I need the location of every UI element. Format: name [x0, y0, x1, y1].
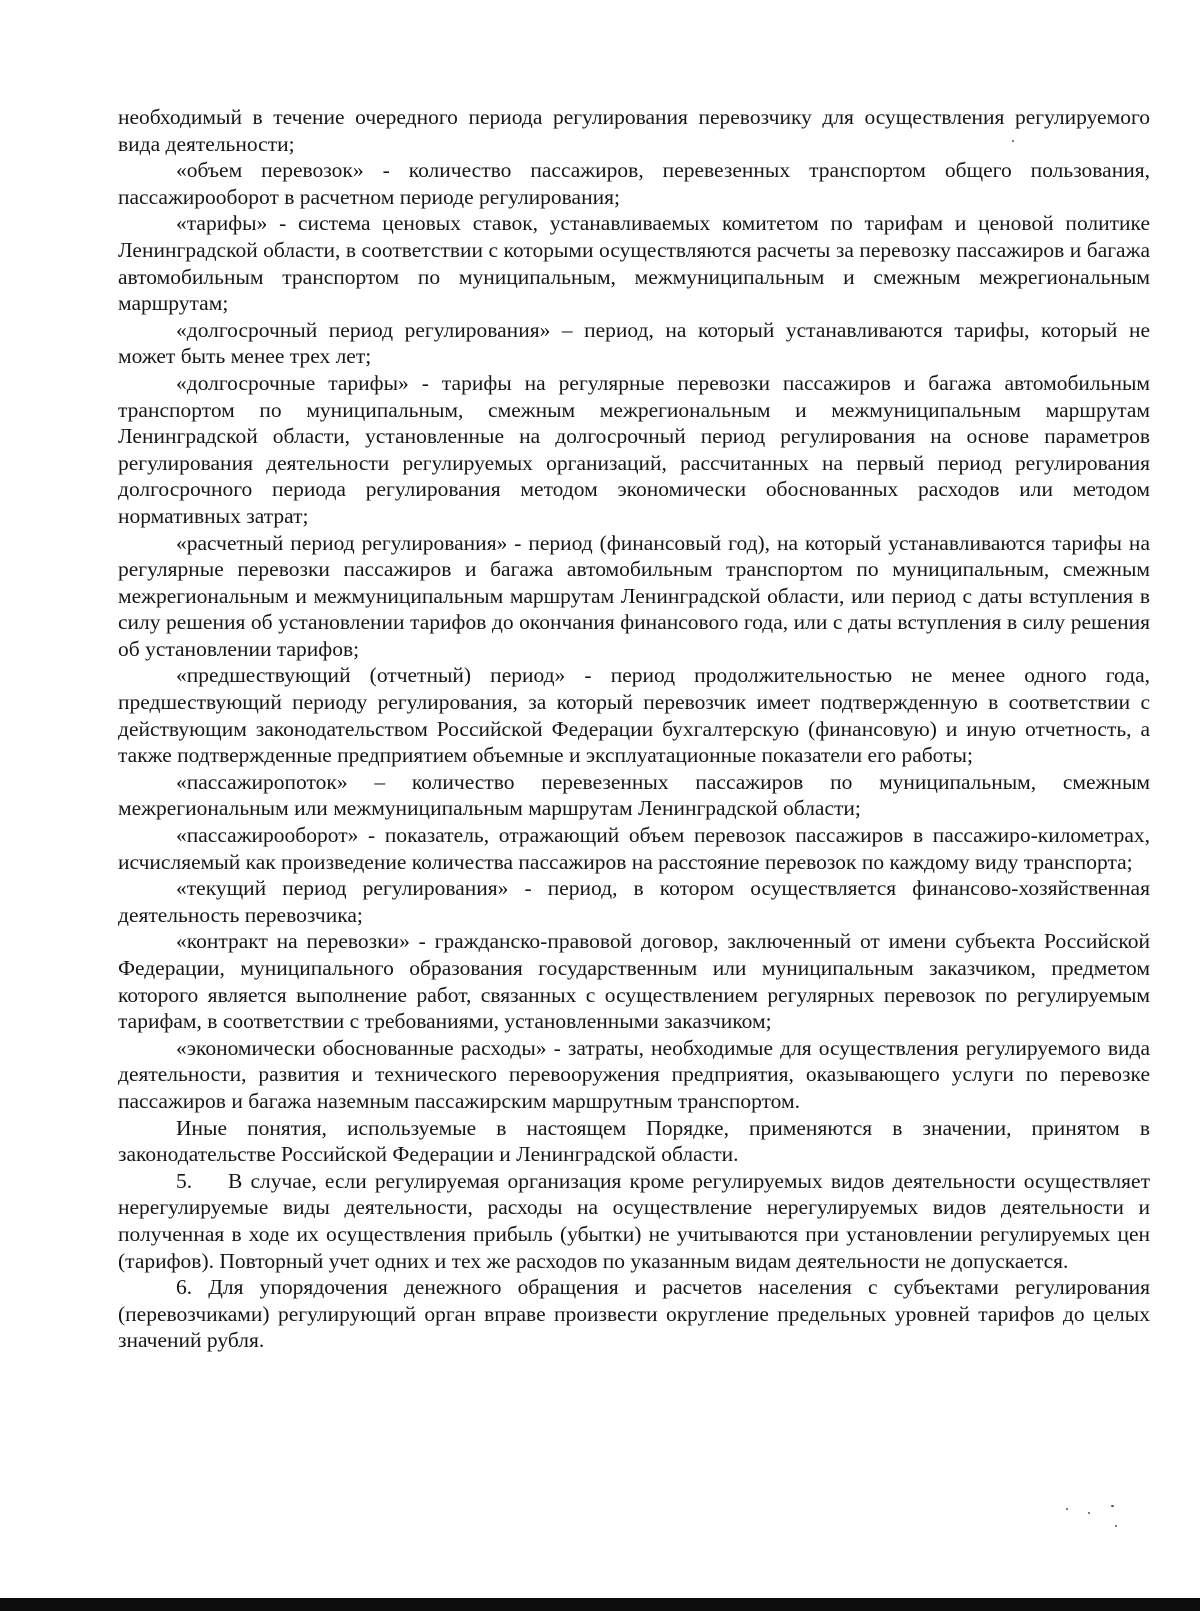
paragraph-other-terms: Иные понятия, используемые в настоящем Порядке, применяются в значении, принятом в законодательстве Российской Федерации и Ленинградской области.	[118, 1115, 1150, 1167]
item-6-text: Для упорядочения денежного обращения и расчетов населения с субъектами регулирования (перевозчиками) регулирующий орган вправе произвести округление предельных уровней тарифов до целых значений рубля.	[118, 1275, 1151, 1353]
item-5-number: 5.	[176, 1168, 193, 1193]
item-5-text: В случае, если регулируемая организация кроме регулируемых видов деятельности осуществляет нерегулируемые виды деятельности, расходы на осуществление нерегулируемых видов деятельности и полученная в ходе их осуществления прибыль (убытки) не учитываются при установлении регулируемых цен (тарифов). Повторный учет одних и тех же расходов по указанным видам деятельности не допускается.	[118, 1168, 1150, 1273]
scan-speck	[1111, 1505, 1114, 1507]
definition-tariffs: «тарифы» - система ценовых ставок, устанавливаемых комитетом по тарифам и ценовой политике Ленинградской области, в соответствии с которыми осуществляются расчеты за перевозку пассажиров и багажа автомобильным транспортом по муниципальным, межмуниципальным и смежным межрегиональным маршрутам;	[118, 211, 1150, 316]
scan-speck	[1066, 1508, 1068, 1510]
scan-speck	[1115, 1525, 1117, 1527]
scan-bottom-edge	[0, 1598, 1200, 1611]
definition-previous-period: «предшествующий (отчетный) период» - период продолжительностью не менее одного года, предшествующий периоду регулирования, за который перевозчик имеет подтвержденную в соответствии с действующим законодательством Российской Федерации бухгалтерскую (финансовую) и иную отчетность, а также подтвержденные предприятием объемные и эксплуатационные показатели его работы;	[118, 663, 1150, 768]
definition-transport-contract: «контракт на перевозки» - гражданско-правовой договор, заключенный от имени субъекта Российской Федерации, муниципального образования государственным или муниципальным заказчиком, предметом которого является выполнение работ, связанных с осуществлением регулярных перевозок по регулируемым тарифам, в соответствии с требованиями, установленными заказчиком;	[118, 929, 1150, 1034]
definition-passenger-flow: «пассажиропоток» – количество перевезенных пассажиров по муниципальным, смежным межрегиональным или межмуниципальным маршрутам Ленинградской области;	[118, 769, 1150, 821]
scan-speck	[1012, 140, 1014, 142]
definition-settlement-period: «расчетный период регулирования» - период (финансовый год), на который устанавливаются тарифы на регулярные перевозки пассажиров и багажа автомобильным транспортом по муниципальным, смежным межрегиональным и межмуниципальным маршрутам Ленинградской области, или период с даты вступления в силу решения об установлении тарифов до окончания финансового года, или с даты вступления в силу решения об установлении тарифов;	[118, 530, 1150, 661]
paragraph-continuation: необходимый в течение очередного периода регулирования перевозчику для осуществления регулируемого вида деятельности;	[118, 105, 1150, 156]
definition-current-period: «текущий период регулирования» - период, в котором осуществляется финансово-хозяйственная деятельность перевозчика;	[118, 876, 1150, 927]
item-5	[118, 1168, 1150, 1274]
definition-long-term-period: «долгосрочный период регулирования» – период, на который устанавливаются тарифы, который не может быть менее трех лет;	[118, 317, 1150, 369]
definition-long-term-tariffs: «долгосрочные тарифы» - тарифы на регулярные перевозки пассажиров и багажа автомобильным транспортом по муниципальным, смежным межрегиональным и межмуниципальным маршрутам Ленинградской области, установленные на долгосрочный период регулирования на основе параметров регулирования деятельности регулируемых организаций, рассчитанных на первый период регулирования долгосрочного периода регулирования методом экономически обоснованных расходов или методом нормативных затрат;	[118, 370, 1150, 528]
document-body	[118, 104, 1150, 1354]
scan-speck	[1088, 1512, 1090, 1514]
definition-justified-expenses: «экономически обоснованные расходы» - затраты, необходимые для осуществления регулируемого вида деятельности, развития и технического перевооружения предприятия, оказывающего услуги по перевозке пассажиров и багажа наземным пассажирским маршрутным транспортом.	[118, 1035, 1150, 1113]
item-6	[118, 1274, 1150, 1354]
item-6-number: 6.	[176, 1275, 193, 1300]
definition-passenger-turnover: «пассажирооборот» - показатель, отражающий объем перевозок пассажиров в пассажиро-километрах, исчисляемый как произведение количества пассажиров на расстояние перевозок по каждому виду транспорта;	[118, 823, 1150, 874]
definition-volume-of-transport: «объем перевозок» - количество пассажиров, перевезенных транспортом общего пользования, пассажирооборот в расчетном периоде регулирования;	[118, 158, 1150, 209]
